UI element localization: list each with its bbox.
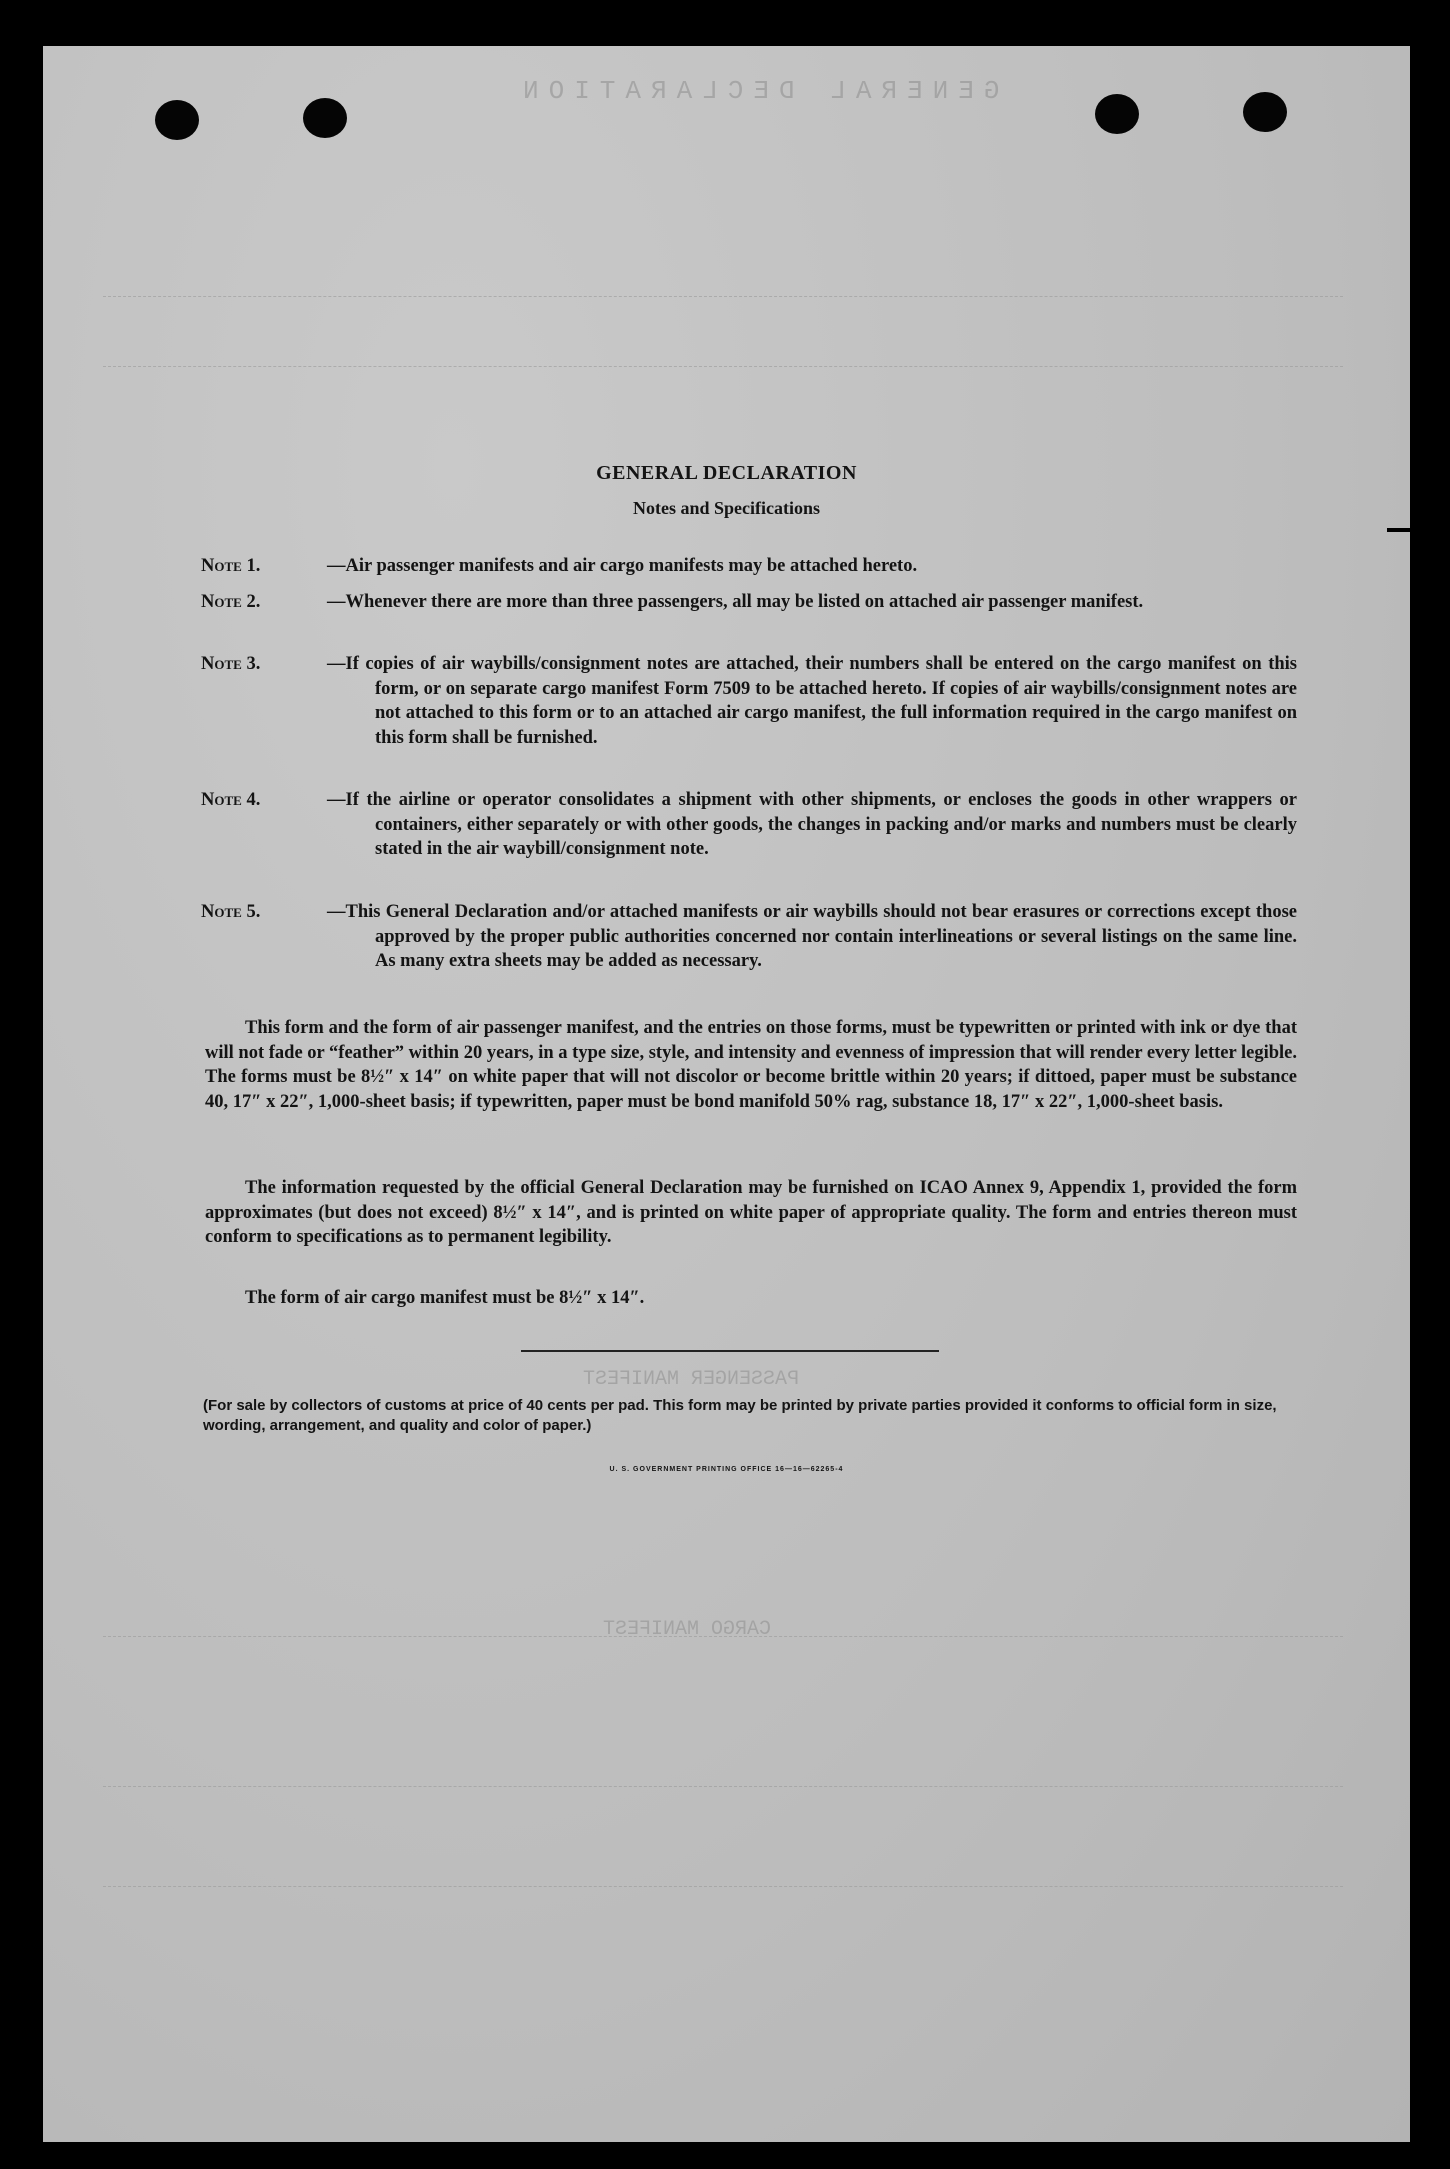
bleed-through-passenger-manifest: PASSENGER MANIFEST — [583, 1368, 800, 1391]
sale-notice: (For sale by collectors of customs at price of 40 cents per pad. This form may be printed by private parties provided it conforms to official form in size, wording, arrangement, and quality and color of paper.) — [203, 1397, 1277, 1434]
note-text: —Air passenger manifests and air cargo manifests may be attached hereto. — [327, 556, 918, 576]
document-title: GENERAL DECLARATION — [596, 462, 857, 484]
note-label: Note 3. — [201, 654, 261, 674]
cargo-manifest-size-paragraph: The form of air cargo manifest must be 8½″ x 14″. — [245, 1288, 645, 1308]
note-2 — [201, 590, 1297, 615]
note-label: Note 5. — [201, 902, 261, 922]
note-4 — [201, 788, 1297, 862]
note-label: Note 1. — [201, 556, 261, 576]
document-page — [43, 46, 1410, 2142]
note-3 — [201, 652, 1297, 750]
note-1 — [201, 554, 1297, 579]
note-5 — [201, 900, 1297, 974]
icao-paragraph: The information requested by the official General Declaration may be furnished on ICAO Annex 9, Appendix 1, provided the form approximates (but does not exceed) 8½″ x 14″, and is printed on white paper of appropriate quality. The form and entries thereon must conform to specifications as to permanent legibility. — [205, 1178, 1297, 1247]
note-text: —If copies of air waybills/consignment notes are attached, their numbers shall be entered on the cargo manifest on this form, or on separate cargo manifest Form 7509 to be attached hereto. If copies of air waybills/consignment notes are not attached to this form or to an attached air cargo manifest, the full information required in the cargo manifest on this form shall be furnished. — [327, 654, 1297, 748]
bleed-through-title: GENERAL DECLARATION — [513, 76, 1000, 106]
bleed-through-cargo-manifest: CARGO MANIFEST — [603, 1618, 772, 1641]
note-text: —This General Declaration and/or attached manifests or air waybills should not bear erasures or corrections except those approved by the proper public authorities concerned nor contain interlineations or several listings on the same line. As many extra sheets may be added as necessary. — [327, 902, 1297, 971]
note-label: Note 4. — [201, 790, 261, 810]
note-text: —Whenever there are more than three passengers, all may be listed on attached air passenger manifest. — [327, 592, 1144, 612]
note-label: Note 2. — [201, 592, 261, 612]
document-subtitle: Notes and Specifications — [632, 498, 820, 518]
note-text: —If the airline or operator consolidates a shipment with other shipments, or encloses the goods in other wrappers or containers, either separately or with other goods, the changes in packing and/or marks and numbers must be clearly stated in the air waybill/consignment note. — [327, 790, 1297, 859]
document-content — [43, 46, 1410, 2142]
printing-office-line: U. S. GOVERNMENT PRINTING OFFICE 16—16—62265-4 — [609, 1466, 844, 1473]
legibility-paragraph: This form and the form of air passenger manifest, and the entries on those forms, must be typewritten or printed with ink or dye that will not fade or “feather” within 20 years, in a type size, style, and intensity and evenness of impression that will render every letter legible. The forms must be 8½″ x 14″ on white paper that will not discolor or become brittle within 20 years; if dittoed, paper must be substance 40, 17″ x 22″, 1,000-sheet basis; if typewritten, paper must be bond manifold 50% rag, substance 18, 17″ x 22″, 1,000-sheet basis. — [205, 1018, 1297, 1112]
divider-rule — [521, 1350, 939, 1352]
